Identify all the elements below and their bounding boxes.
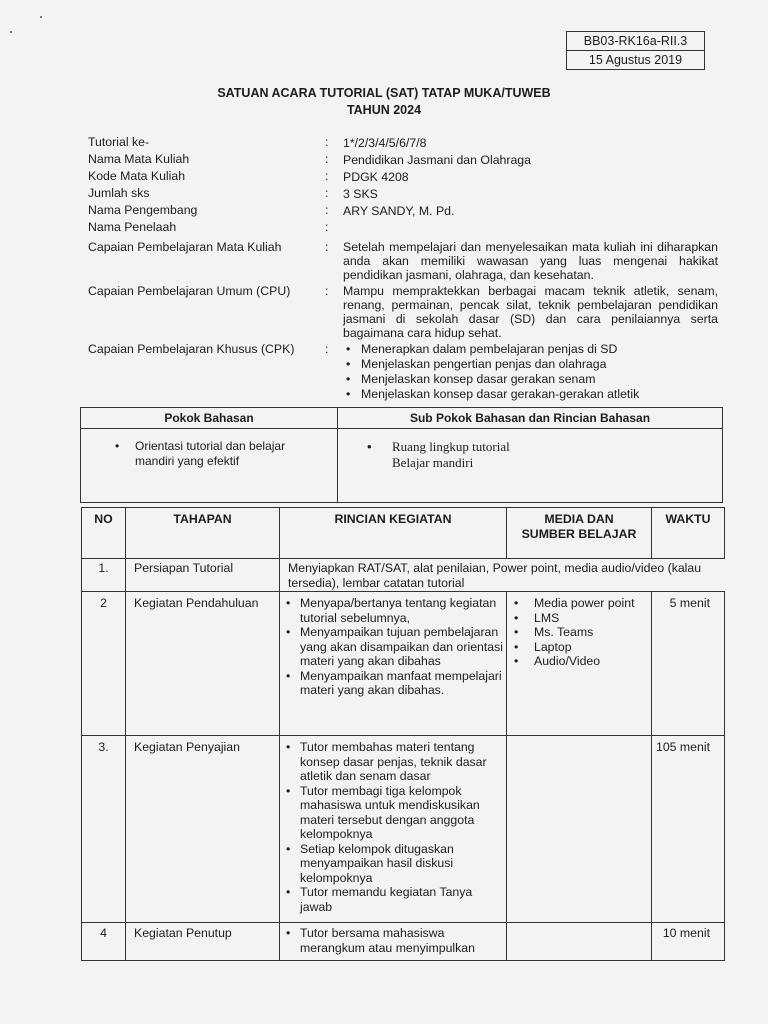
- activity-item: • Tutor membahas materi tentang konsep dasar penjas, teknik dasar atletik dan senam dasar: [281, 740, 505, 784]
- header-waktu: WAKTU: [652, 508, 725, 559]
- info-row-course-name: Nama Mata Kuliah : Pendidikan Jasmani dan Olahraga: [88, 152, 718, 169]
- row-media: [507, 923, 652, 961]
- activity-item: • Setiap kelompok ditugaskan menyampaikan hasil diskusi kelompoknya: [281, 842, 505, 886]
- row-tahapan: Kegiatan Penyajian: [126, 736, 280, 923]
- activity-table: [81, 507, 725, 961]
- table-row: [82, 592, 725, 736]
- cpk-item: • Menjelaskan pengertian penjas dan olahraga: [343, 357, 718, 372]
- scan-speck: [10, 31, 12, 33]
- scan-speck: [40, 16, 42, 18]
- info-row-specific-outcome: Capaian Pembelajaran Khusus (CPK) : • Menerapkan dalam pembelajaran penjas di SD • Menjelaskan pengertian penjas dan olahraga • Menjelaskan konsep dasar gerakan senam • Menjelaskan konsep dasar gerakan-gerakan atletik: [88, 342, 718, 402]
- row-tahapan: Kegiatan Penutup: [126, 923, 280, 961]
- header-tahapan: TAHAPAN: [126, 508, 280, 559]
- info-row-developer: Nama Pengembang : ARY SANDY, M. Pd.: [88, 203, 718, 220]
- activity-item: • Menyampaikan manfaat mempelajari materi yang akan dibahas.: [281, 669, 505, 698]
- info-label: Capaian Pembelajaran Umum (CPU): [88, 284, 291, 298]
- row-rincian: [280, 923, 507, 961]
- subtopic-header: Sub Pokok Bahasan dan Rincian Bahasan: [338, 408, 723, 429]
- info-label: Capaian Pembelajaran Mata Kuliah: [88, 240, 282, 254]
- cpk-list: [343, 342, 718, 402]
- row-rincian: Menyiapkan RAT/SAT, alat penilaian, Power point, media audio/video (kalau tersedia), lembar catatan tutorial: [280, 559, 725, 592]
- activity-item: • Menyampaikan tujuan pembelajaran yang akan disampaikan dan orientasi materi yang akan dibahas: [281, 625, 505, 669]
- subtopic-cell: [338, 429, 723, 503]
- cpk-item: • Menjelaskan konsep dasar gerakan senam: [343, 372, 718, 387]
- media-item: • Laptop: [508, 640, 650, 655]
- media-item: • Ms. Teams: [508, 625, 650, 640]
- row-media: [507, 592, 652, 736]
- header-media: MEDIA DAN SUMBER BELAJAR: [507, 508, 652, 559]
- cpk-item: • Menerapkan dalam pembelajaran penjas di SD: [343, 342, 718, 357]
- activity-item: • Menyapa/bertanya tentang kegiatan tutorial sebelumnya,: [281, 596, 505, 625]
- course-info: [88, 135, 718, 402]
- info-label: Nama Pengembang: [88, 203, 198, 217]
- info-label: Kode Mata Kuliah: [88, 169, 186, 183]
- row-no: 2: [82, 592, 126, 736]
- table-row: [82, 559, 725, 592]
- activity-item: • Tutor bersama mahasiswa merangkum atau menyimpulkan: [281, 926, 505, 955]
- header-rincian: RINCIAN KEGIATAN: [280, 508, 507, 559]
- info-row-general-outcome: Capaian Pembelajaran Umum (CPU) : Mampu mempraktekkan berbagai macam teknik atletik, senam, renang, permainan, pencak silat, teknik pembelajaran pendidikan jasmani di sekolah dasar (SD) dan cara penilaiannya serta bagaimana cara hidup sehat.: [88, 284, 718, 340]
- activity-item: • Tutor membagi tiga kelompok mahasiswa untuk mendiskusikan materi tersebut dengan anggota kelompoknya: [281, 784, 505, 842]
- document-title: SATUAN ACARA TUTORIAL (SAT) TATAP MUKA/TUWEB: [217, 86, 551, 100]
- info-row-course-code: Kode Mata Kuliah : PDGK 4208: [88, 169, 718, 186]
- row-tahapan: Kegiatan Pendahuluan: [126, 592, 280, 736]
- subtopic-item: • Ruang lingkup tutorial Belajar mandiri: [339, 439, 721, 471]
- document-code-box: [566, 31, 705, 70]
- info-row-tutorial: Tutorial ke- : 1*/2/3/4/5/6/7/8: [88, 135, 718, 152]
- info-value: 1*/2/3/4/5/6/7/8: [343, 136, 427, 150]
- header-no: NO: [82, 508, 126, 559]
- cpk-item: • Menjelaskan konsep dasar gerakan-gerakan atletik: [343, 387, 718, 402]
- info-row-reviewer: Nama Penelaah :: [88, 220, 718, 237]
- row-rincian: [280, 736, 507, 923]
- row-no: 4: [82, 923, 126, 961]
- info-label: Capaian Pembelajaran Khusus (CPK): [88, 342, 295, 356]
- info-label: Nama Mata Kuliah: [88, 152, 190, 166]
- document-date: 15 Agustus 2019: [567, 50, 704, 69]
- row-waktu: 105 menit: [652, 736, 725, 923]
- media-item: • Audio/Video: [508, 654, 650, 669]
- row-no: 1.: [82, 559, 126, 592]
- topic-table: [80, 407, 723, 503]
- media-item: • Media power point: [508, 596, 650, 611]
- topic-header: Pokok Bahasan: [81, 408, 338, 429]
- topic-item: • Orientasi tutorial dan belajar mandiri yang efektif: [82, 439, 336, 469]
- info-label: Nama Penelaah: [88, 220, 177, 234]
- info-label: Jumlah sks: [88, 186, 150, 200]
- document-code: BB03-RK16a-RII.3: [583, 34, 688, 48]
- info-row-credits: Jumlah sks : 3 SKS: [88, 186, 718, 203]
- row-no: 3.: [82, 736, 126, 923]
- info-value: Pendidikan Jasmani dan Olahraga: [343, 153, 531, 167]
- activity-item: • Tutor memandu kegiatan Tanya jawab: [281, 885, 505, 914]
- topic-cell: [81, 429, 338, 503]
- activity-header-row: [82, 508, 725, 559]
- media-item: • LMS: [508, 611, 650, 626]
- table-row: [82, 736, 725, 923]
- info-value: Setelah mempelajari dan menyelesaikan mata kuliah ini diharapkan anda akan memiliki wawasan yang luas mengenai hakikat pendidikan jasmani, olahraga, dan kesehatan.: [343, 240, 718, 282]
- row-waktu: 5 menit: [652, 592, 725, 736]
- row-waktu: 10 menit: [652, 923, 725, 961]
- row-media: [507, 736, 652, 923]
- info-label: Tutorial ke-: [88, 135, 150, 149]
- row-rincian: [280, 592, 507, 736]
- document-year-title: TAHUN 2024: [346, 103, 422, 117]
- info-value: 3 SKS: [343, 187, 378, 201]
- info-value: [343, 220, 718, 237]
- row-tahapan: Persiapan Tutorial: [126, 559, 280, 592]
- table-row: [82, 923, 725, 961]
- info-value: Mampu mempraktekkan berbagai macam teknik atletik, senam, renang, permainan, pencak silat, teknik pembelajaran pendidikan jasmani di sekolah dasar (SD) dan cara penilaiannya serta bagaimana cara hidup sehat.: [343, 284, 718, 340]
- info-value: PDGK 4208: [343, 170, 409, 184]
- info-row-course-outcome: Capaian Pembelajaran Mata Kuliah : Setelah mempelajari dan menyelesaikan mata kuliah ini diharapkan anda akan memiliki wawasan yang luas mengenai hakikat pendidikan jasmani, olahraga, dan kesehatan.: [88, 240, 718, 282]
- info-value: ARY SANDY, M. Pd.: [343, 204, 455, 218]
